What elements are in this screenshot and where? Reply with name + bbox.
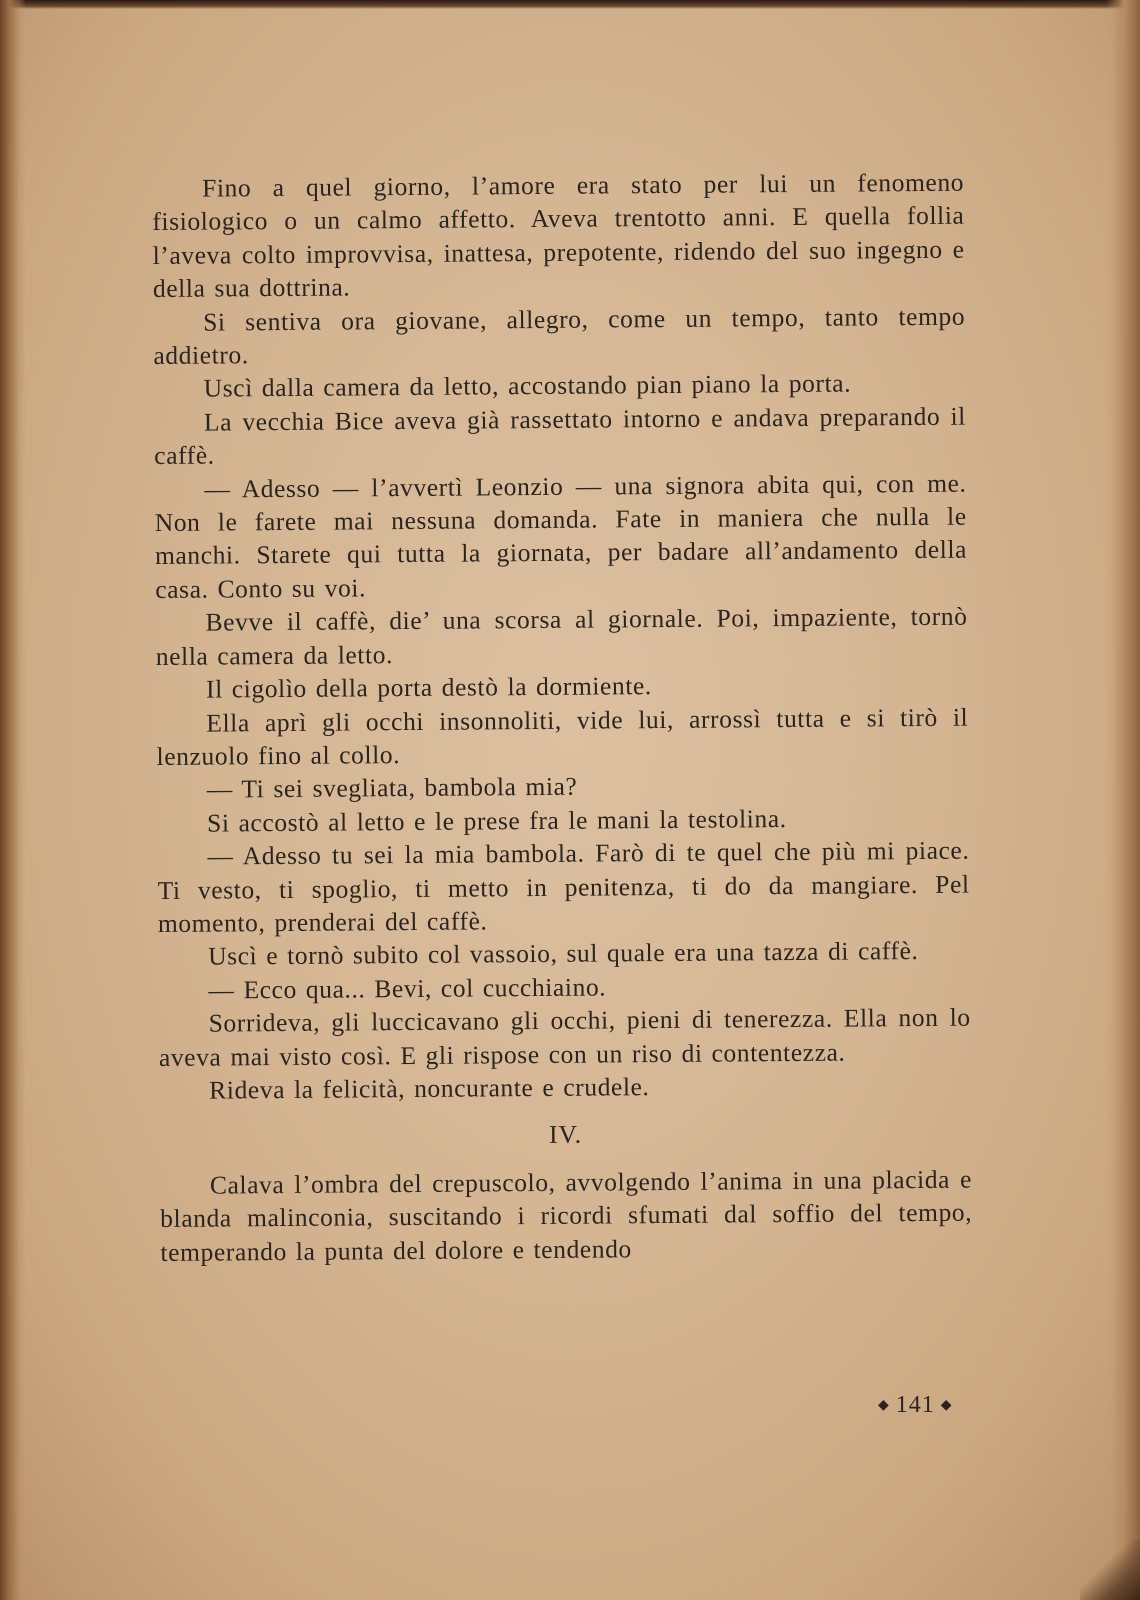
paragraph: Fino a quel giorno, l’amore era stato per lui un fenomeno fisiologico o un calmo affetto. Aveva trentotto anni. E quella follia l’aveva colto improvvisa, inattesa, prepotente, ridendo del suo ingegno e della sua dottrina. bbox=[152, 167, 965, 304]
page-left-edge bbox=[0, 0, 26, 1600]
paragraph: Il cigolìo della porta destò la dormiente. bbox=[205, 671, 652, 704]
diamond-ornament-icon: ◆ bbox=[940, 1398, 953, 1413]
paragraph: Uscì e tornò subito col vassoio, sul quale era una tazza di caffè. bbox=[208, 936, 919, 971]
paragraph: — Adesso tu sei la mia bambola. Farò di te quel che più mi piace. Ti vesto, ti spoglio, ti metto in penitenza, ti do da mangiare. Pel momento, prenderai del caffè. bbox=[157, 835, 970, 938]
paragraph: — Ecco qua... Bevi, col cucchiaino. bbox=[208, 972, 607, 1005]
paragraph: Sorrideva, gli luccicavano gli occhi, pieni di tenerezza. Ella non lo aveva mai visto così. E gli rispose con un riso di contentezza. bbox=[158, 1002, 971, 1072]
paragraph: — Ti sei svegliata, bambola mia? bbox=[206, 771, 578, 804]
paragraph: — Adesso — l’avvertì Leonzio — una signora abita qui, con me. Non le farete mai nessuna domanda. Fate in maniera che nulla le manchi. Starete qui tutta la giornata, per badare all’andamento della casa. Conto su voi. bbox=[154, 468, 968, 604]
page-number bbox=[872, 1392, 959, 1419]
paragraph: Ella aprì gli occhi insonnoliti, vide lui, arrossì tutta e si tirò il lenzuolo fino al collo. bbox=[156, 702, 969, 771]
paragraph: Uscì dalla camera da letto, accostando pian piano la porta. bbox=[203, 368, 852, 404]
paragraph: Si sentiva ora giovane, allegro, come un tempo, tanto tempo addietro. bbox=[153, 301, 966, 371]
page-corner-shadow bbox=[1080, 1540, 1140, 1600]
page-right-edge bbox=[1106, 0, 1140, 1600]
paragraph: Rideva la felicità, noncurante e crudele. bbox=[209, 1072, 650, 1105]
page-top-edge bbox=[0, 0, 1140, 9]
page-number-value: 141 bbox=[895, 1392, 935, 1418]
paragraph: Bevve il caffè, die’ una scorsa al giornale. Poi, impaziente, tornò nella camera da letto. bbox=[155, 601, 968, 671]
diamond-ornament-icon: ◆ bbox=[878, 1398, 890, 1413]
body-text bbox=[152, 166, 973, 1269]
chapter-heading: IV. bbox=[548, 1120, 583, 1150]
paragraph: La vecchia Bice aveva già rassettato intorno e andava preparando il caffè. bbox=[154, 401, 967, 471]
paragraph: Calava l’ombra del crepuscolo, avvolgendo l’anima in una placida e blanda malinconia, suscitando i ricordi sfumati dal soffio del tempo, temperando la punta del dolore e tendendo bbox=[160, 1164, 973, 1267]
paragraph: Si accostò al letto e le prese fra le mani la testolina. bbox=[206, 803, 787, 838]
